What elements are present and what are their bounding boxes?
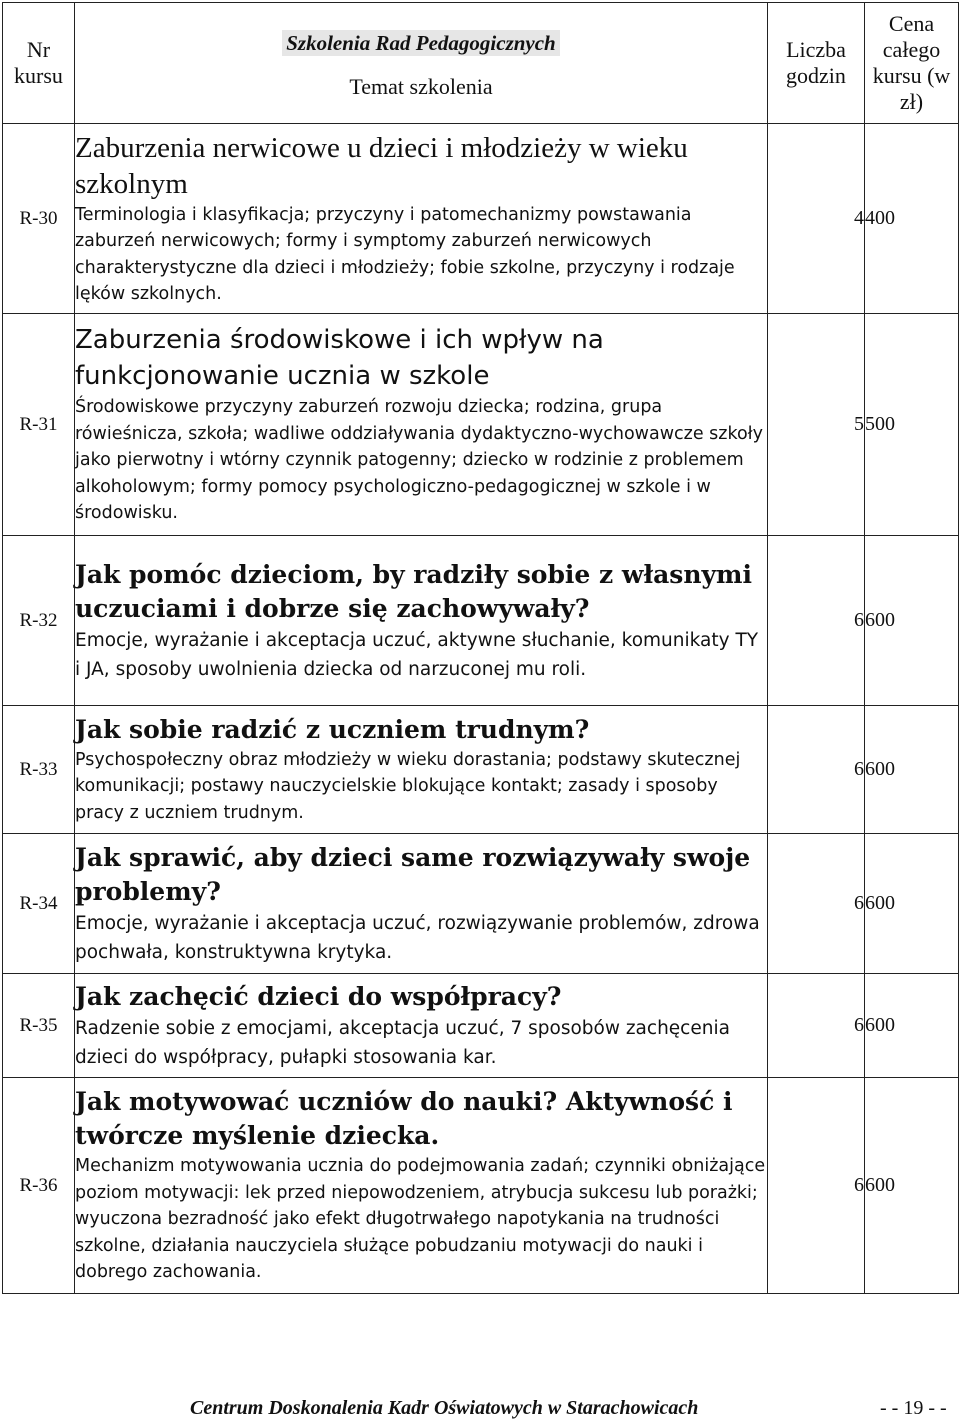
course-nr: R-33: [3, 706, 75, 834]
course-title: Jak motywować uczniów do nauki? Aktywność i twórcze myślenie dziecka.: [75, 1087, 733, 1151]
course-topic: [75, 124, 768, 314]
table-row: [3, 974, 959, 1078]
course-hours: 4: [768, 124, 865, 314]
header-price: Cena całego kursu (w zł): [865, 3, 959, 124]
course-title: Zaburzenia środowiskowe i ich wpływ na funkcjonowanie ucznia w szkole: [75, 325, 604, 392]
course-nr: R-34: [3, 834, 75, 974]
course-price: 600: [865, 706, 959, 834]
course-description: Terminologia i klasyfikacja; przyczyny i patomechanizmy powstawania zaburzeń nerwicowych; formy i symptomy zaburzeń nerwicowych charakterystyczne dla dzieci i młodzieży; fobie szkolne, przyczyny i rodzaje lęków szkolnych.: [75, 204, 735, 304]
course-nr: R-31: [3, 314, 75, 536]
section-title: Szkolenia Rad Pedagogicznych: [282, 30, 560, 56]
course-title: Jak sobie radzić z uczniem trudnym?: [75, 714, 590, 744]
course-nr: R-30: [3, 124, 75, 314]
header-topic: Temat szkolenia: [349, 74, 493, 99]
course-title: Zaburzenia nerwicowe u dzieci i młodzieży w wieku szkolnym: [75, 131, 688, 200]
header-topic-cell: [75, 3, 768, 124]
table-row: [3, 706, 959, 834]
table-row: [3, 536, 959, 706]
page-number: - - 19 - -: [880, 1397, 947, 1419]
course-hours: 6: [768, 706, 865, 834]
course-price: 400: [865, 124, 959, 314]
course-description: Psychospołeczny obraz młodzieży w wieku dorastania; podstawy skutecznej komunikacji; postawy nauczycielskie blokujące kontakt; zasady i sposoby pracy z uczniem trudnym.: [75, 749, 741, 823]
course-nr: R-35: [3, 974, 75, 1078]
course-hours: 6: [768, 974, 865, 1078]
course-title: Jak pomóc dzieciom, by radziły sobie z własnymi uczuciami i dobrze się zachowywały?: [75, 559, 753, 623]
table-row: [3, 124, 959, 314]
page-footer: [0, 1395, 960, 1425]
course-price: 600: [865, 974, 959, 1078]
header-hours: Liczba godzin: [768, 3, 865, 124]
course-nr: R-32: [3, 536, 75, 706]
course-topic: [75, 706, 768, 834]
course-description: Emocje, wyrażanie i akceptacja uczuć, aktywne słuchanie, komunikaty TY i JA, sposoby uwolnienia dziecka od narzuconej mu roli.: [75, 629, 759, 680]
course-price: 500: [865, 314, 959, 536]
course-topic: [75, 974, 768, 1078]
table-row: [3, 314, 959, 536]
course-hours: 6: [768, 536, 865, 706]
header-nr: Nr kursu: [3, 3, 75, 124]
course-title: Jak sprawić, aby dzieci same rozwiązywały swoje problemy?: [75, 842, 751, 906]
course-price: 600: [865, 1078, 959, 1294]
course-price: 600: [865, 536, 959, 706]
course-description: Radzenie sobie z emocjami, akceptacja uczuć, 7 sposobów zachęcenia dzieci do współpracy, pułapki stosowania kar.: [75, 1017, 730, 1068]
course-topic: [75, 1078, 768, 1294]
footer-institution: Centrum Doskonalenia Kadr Oświatowych w Starachowicach: [190, 1397, 699, 1419]
course-price: 600: [865, 834, 959, 974]
course-hours: 5: [768, 314, 865, 536]
table-row: [3, 1078, 959, 1294]
course-topic: [75, 834, 768, 974]
course-nr: R-36: [3, 1078, 75, 1294]
course-description: Środowiskowe przyczyny zaburzeń rozwoju dziecka; rodzina, grupa rówieśnicza, szkoła; wadliwe oddziaływania dydaktyczno-wychowawcze szkoły jako pierwotny i wtórny czynnik patogenny; dziecko w rodzinie z problemem alkoholowym; formy pomocy psychologiczno-pedagogicznej w szkole i w środowisku.: [75, 397, 763, 524]
course-title: Jak zachęcić dzieci do współpracy?: [75, 981, 562, 1011]
course-topic: [75, 314, 768, 536]
course-topic: [75, 536, 768, 706]
table-header-row: [3, 3, 959, 124]
course-description: Emocje, wyrażanie i akceptacja uczuć, rozwiązywanie problemów, zdrowa pochwała, konstruktywna krytyka.: [75, 912, 760, 963]
table-row: [3, 834, 959, 974]
course-hours: 6: [768, 834, 865, 974]
course-hours: 6: [768, 1078, 865, 1294]
course-description: Mechanizm motywowania ucznia do podejmowania zadań; czynniki obniżające poziom motywacji: lek przed niepowodzeniem, atrybucja sukcesu lub porażki; wyuczona bezradność jako efekt długotrwałego napotykania na trudności szkolne, działania nauczyciela służące pobudzaniu motywacji do nauki i dobrego zachowania.: [75, 1156, 766, 1283]
courses-table: [2, 2, 959, 1294]
